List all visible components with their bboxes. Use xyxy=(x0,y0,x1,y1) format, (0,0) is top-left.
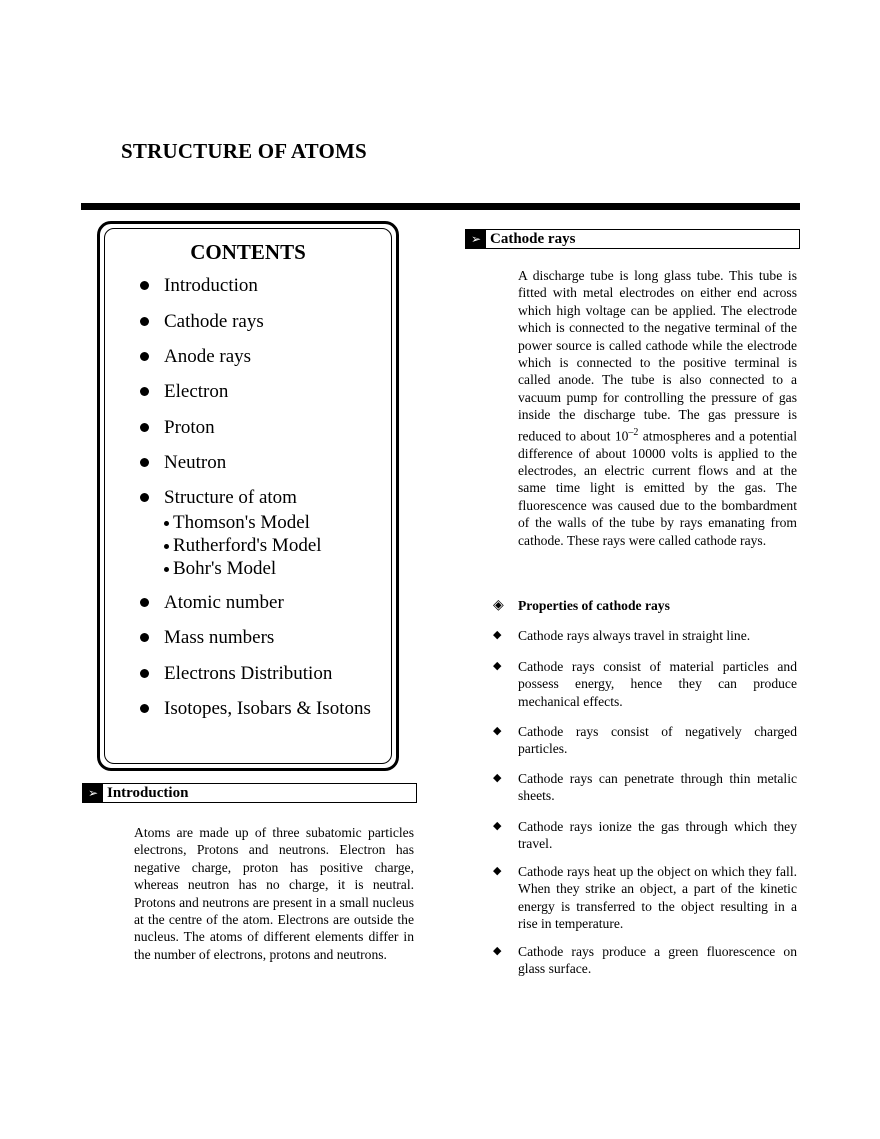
contents-subitem: Thomson's Model xyxy=(164,512,310,534)
contents-item: Cathode rays xyxy=(164,311,264,332)
bullet-icon xyxy=(140,704,149,713)
contents-item: Proton xyxy=(164,417,215,438)
diamond-bullet-icon: ◆ xyxy=(493,659,502,672)
diamond-bullet-icon: ◆ xyxy=(493,628,502,641)
introduction-section-header xyxy=(82,783,417,803)
bullet-icon xyxy=(140,281,149,290)
cathode-rays-section-header xyxy=(465,229,800,249)
bullet-icon xyxy=(140,387,149,396)
small-bullet-icon xyxy=(164,567,169,572)
contents-item: Electrons Distribution xyxy=(164,663,333,684)
diamond-bullet-icon: ◆ xyxy=(493,944,502,957)
bullet-icon xyxy=(140,493,149,502)
bullet-icon xyxy=(140,317,149,326)
bullet-icon xyxy=(140,352,149,361)
title-divider xyxy=(81,203,800,210)
bullet-icon xyxy=(140,669,149,678)
contents-item: Structure of atom xyxy=(164,487,297,508)
cathode-rays-text: A discharge tube is long glass tube. This tube is fitted with metal electrodes on either end across which high voltage can be applied. The electrode which is connected to the negative terminal of the power source is called cathode while the electrode which is connected to the positive terminal is called anode. The tube is also connected to a vacuum pump for controlling the pressure of gas inside the discharge tube. The gas pressure is reduced to about $10^{-2}$ atmospheres and a potential difference of about 10000 volts is applied to the electrodes, an electric current flows and at the same time light is emitted by the gas. The fluorescence was caused due to the bombardment of the walls of the tube by rays emanating from cathode. These rays were called cathode rays. xyxy=(518,268,797,548)
contents-item: Electron xyxy=(164,381,229,402)
contents-item: Introduction xyxy=(164,275,258,296)
diamond-bullet-icon: ◆ xyxy=(493,864,502,877)
page-title: STRUCTURE OF ATOMS xyxy=(121,139,367,163)
arrow-right-icon: ➢ xyxy=(466,230,486,248)
introduction-text: Atoms are made up of three subatomic particles electrons, Protons and neutrons. Electron has negative charge, proton has positive charge, whereas neutron has no charge, it is neutral. Protons and neutrons are present in a small nucleus at the centre of the atom. Electrons are outside the nucleus. The atoms of different elements differ in the number of electrons, protons and neutrons. xyxy=(134,825,414,962)
contents-item: Atomic number xyxy=(164,592,284,613)
small-bullet-icon xyxy=(164,521,169,526)
contents-item: Mass numbers xyxy=(164,627,275,648)
cathode-rays-heading: Cathode rays xyxy=(490,231,576,247)
diamond-bullet-icon: ◆ xyxy=(493,819,502,832)
contents-box xyxy=(97,221,399,771)
diamond-bullet-icon: ◆ xyxy=(493,724,502,737)
contents-item: Neutron xyxy=(164,452,227,473)
contents-item: Isotopes, Isobars & Isotons xyxy=(164,698,371,719)
bullet-icon xyxy=(140,458,149,467)
contents-item: Anode rays xyxy=(164,346,252,367)
arrow-right-icon: ➢ xyxy=(83,784,103,802)
diamond-outline-icon: ◈ xyxy=(493,597,504,613)
small-bullet-icon xyxy=(164,544,169,549)
bullet-icon xyxy=(140,598,149,607)
contents-subitem: Rutherford's Model xyxy=(164,535,322,557)
diamond-bullet-icon: ◆ xyxy=(493,771,502,784)
contents-subitem: Bohr's Model xyxy=(164,558,276,580)
bullet-icon xyxy=(140,423,149,432)
introduction-heading: Introduction xyxy=(107,785,189,801)
contents-heading: CONTENTS xyxy=(190,240,306,264)
bullet-icon xyxy=(140,633,149,642)
